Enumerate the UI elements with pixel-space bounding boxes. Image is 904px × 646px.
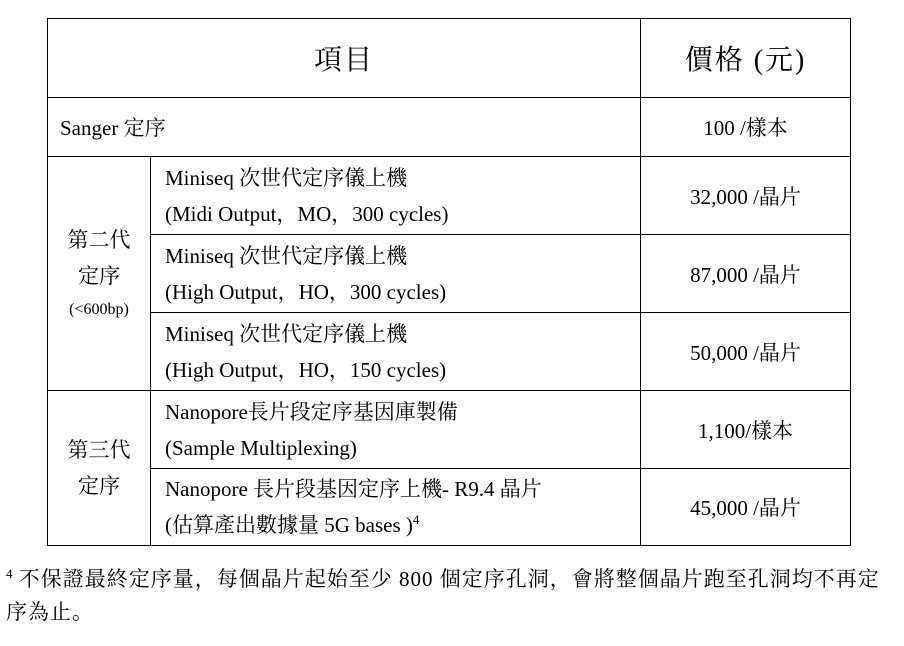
item-line [165,507,640,543]
sanger-price: 100 /樣本 [641,98,851,157]
item-line: Nanopore 長片段基因定序上機- R9.4 晶片 [165,477,542,501]
item-cell [151,157,641,235]
price-cell: 87,000 /晶片 [641,235,851,313]
category-label: 第二代 [67,227,131,252]
category-second-gen [48,157,151,391]
item-line: Miniseq 次世代定序儀上機 [165,321,408,346]
category-note: (<600bp) [69,300,129,318]
footnote-text: 不保證最終定序量，每個晶片起始至少 800 個定序孔洞，會將整個晶片跑至孔洞均不再定序為止。 [6,567,880,624]
table-row [48,469,851,546]
category-label: 定序 [78,263,120,288]
footnote [6,563,898,629]
table-row [48,391,851,469]
category-label: 第三代 [67,438,131,462]
item-line: Miniseq 次世代定序儀上機 [165,165,408,190]
table-header-row [48,19,851,98]
footnote-ref: 4 [412,512,420,527]
price-cell: 45,000 /晶片 [641,469,851,546]
item-cell [151,469,641,546]
footnote-marker: 4 [6,566,13,581]
table-row [48,235,851,313]
table-row-sanger [48,98,851,157]
item-line: (Midi Output，MO，300 cycles) [165,201,449,226]
item-cell [151,235,641,313]
sanger-item: Sanger 定序 [48,98,641,157]
price-cell: 50,000 /晶片 [641,313,851,391]
category-label: 定序 [78,474,120,498]
item-line: (High Output，HO，150 cycles) [165,357,447,382]
category-third-gen [48,391,151,546]
table-row [48,313,851,391]
item-cell [151,313,641,391]
header-item: 項目 [48,19,641,98]
header-price: 價格 (元) [641,19,851,98]
item-cell [151,391,641,469]
price-table [47,18,851,546]
item-line-text: (估算產出數據量 5G bases ) [165,513,413,537]
table-row [48,157,851,235]
price-cell: 1,100/樣本 [641,391,851,469]
price-cell: 32,000 /晶片 [641,157,851,235]
item-line: Nanopore長片段定序基因庫製備 [165,399,458,424]
item-line: (High Output，HO，300 cycles) [165,279,447,304]
item-line: Miniseq 次世代定序儀上機 [165,243,408,268]
item-line: (Sample Multiplexing) [165,435,357,460]
